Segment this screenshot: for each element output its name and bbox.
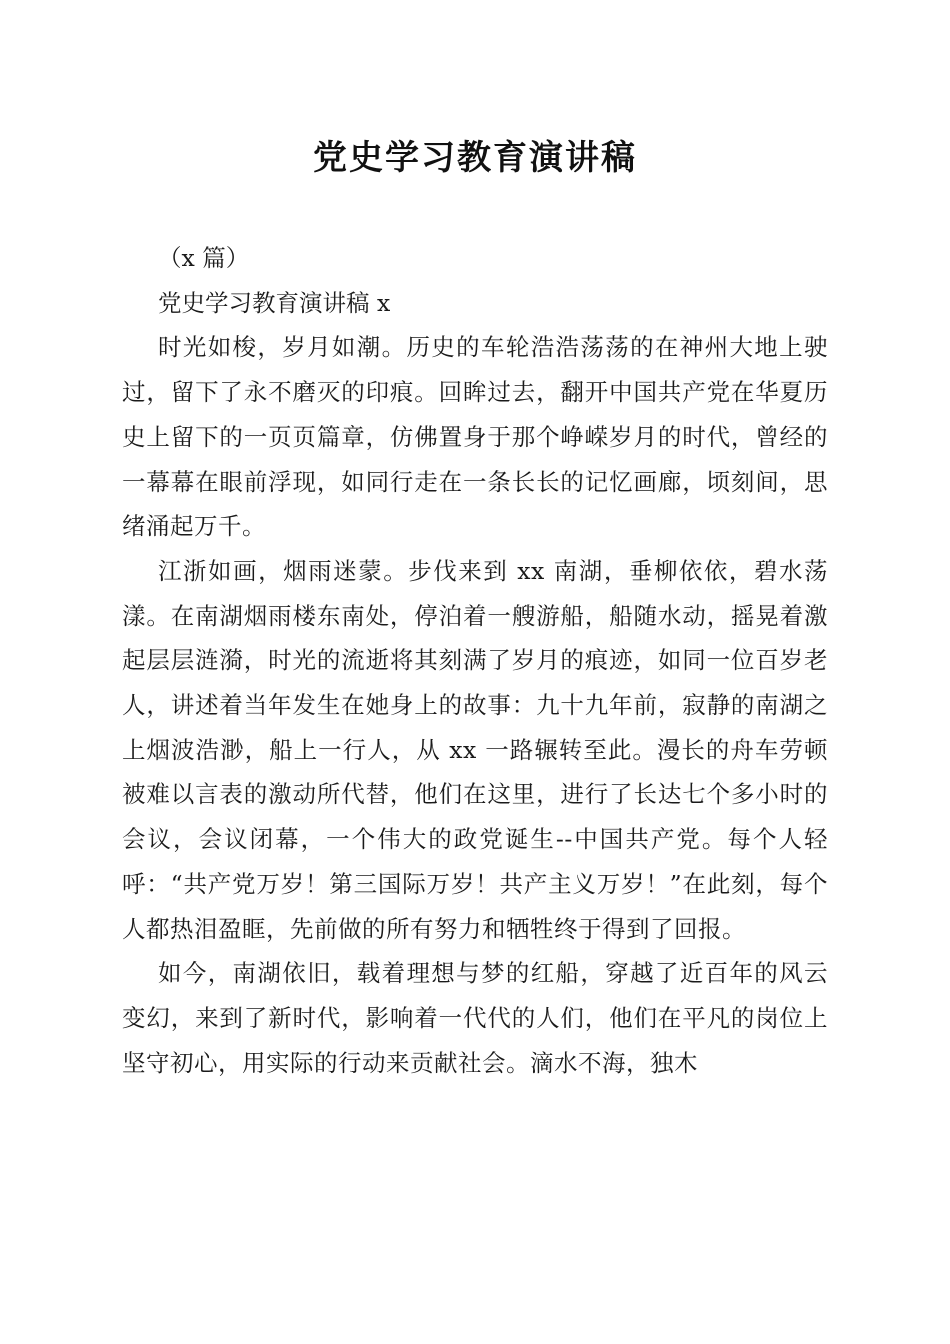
- paragraph-2: 江浙如画，烟雨迷蒙。步伐来到 xx 南湖，垂柳依依，碧水荡漾。在南湖烟雨楼东南处，停泊着一艘游船，船随水动，摇晃着激起层层涟漪，时光的流逝将其刻满了岁月的痕迹，如同一位百岁老人，讲述着当年发生在她身上的故事：九十九年前，寂静的南湖之上烟波浩渺，船上一行人，从 xx 一路辗转至此。漫长的舟车劳顿被难以言表的激动所代替，他们在这里，进行了长达七个多小时的会议，会议闭幕，一个伟大的政党诞生--中国共产党。每个人轻呼：“共产党万岁！第三国际万岁！共产主义万岁！”在此刻，每个人都热泪盈眶，先前做的所有努力和牺牲终于得到了回报。: [122, 556, 828, 943]
- document-page: [122, 130, 828, 1085]
- section-heading: 党史学习教育演讲稿 x: [158, 288, 391, 317]
- document-title: 党史学习教育演讲稿: [313, 138, 637, 178]
- paragraph-1: 时光如梭，岁月如潮。历史的车轮浩浩荡荡的在神州大地上驶过，留下了永不磨灭的印痕。回眸过去，翻开中国共产党在华夏历史上留下的一页页篇章，仿佛置身于那个峥嵘岁月的时代，曾经的一幕幕在眼前浮现，如同行走在一条长长的记忆画廊，顷刻间，思绪涌起万千。: [122, 333, 828, 541]
- article-count-note: （x 篇）: [158, 244, 250, 272]
- paragraph-3: 如今，南湖依旧，载着理想与梦的红船，穿越了近百年的风云变幻，来到了新时代，影响着一代代的人们，他们在平凡的岗位上坚守初心，用实际的行动来贡献社会。滴水不海，独木: [122, 959, 828, 1077]
